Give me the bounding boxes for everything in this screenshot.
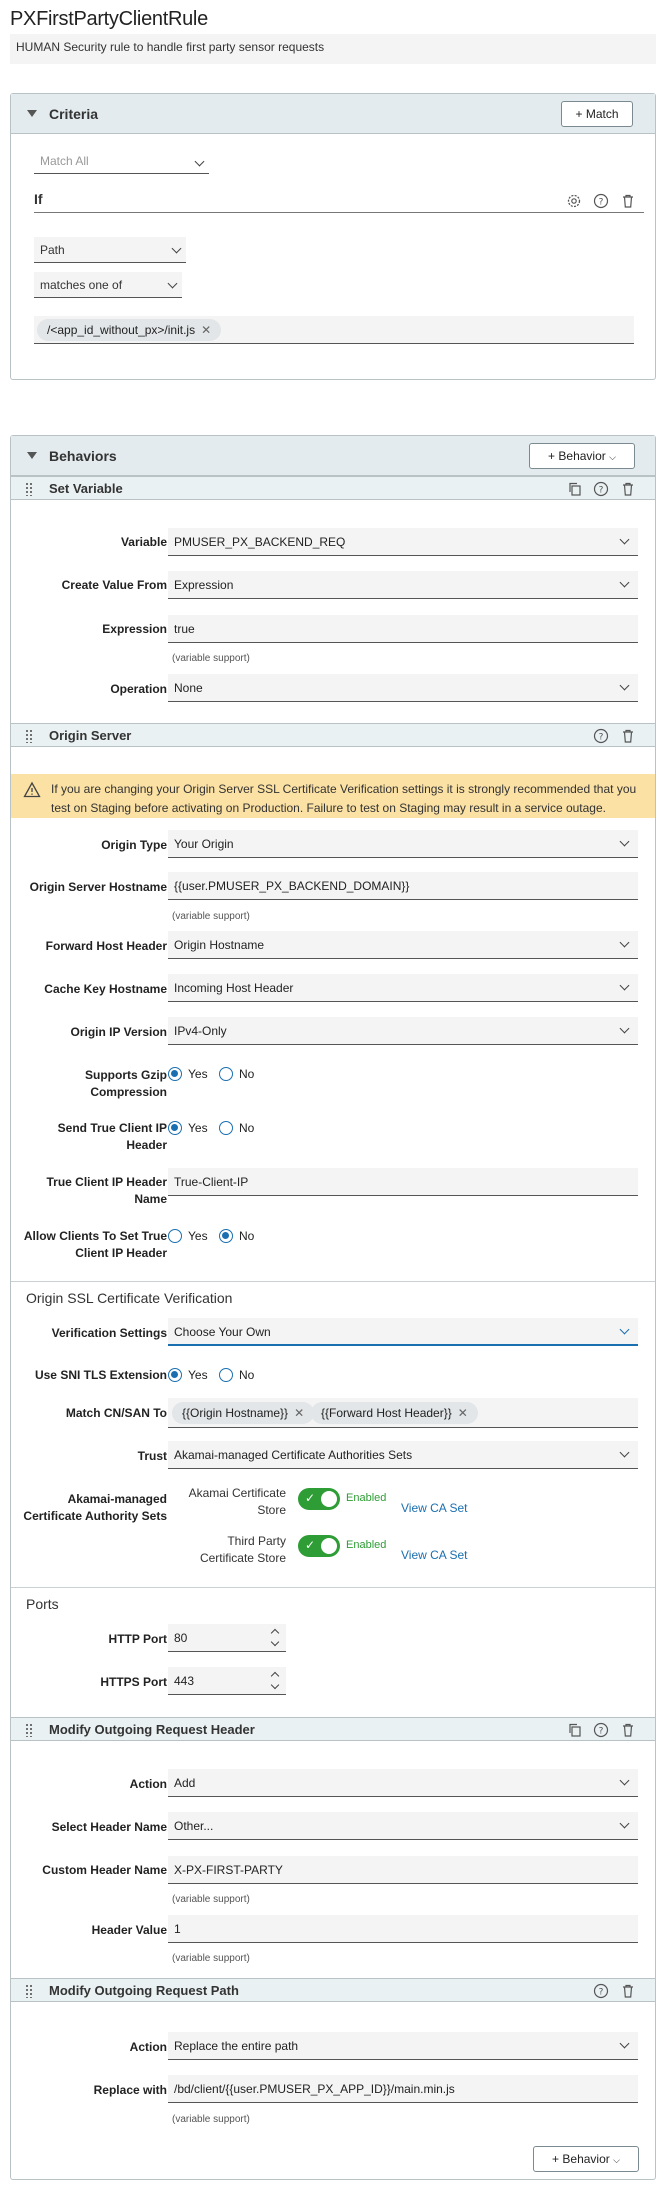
chevron-down-icon: ⌵	[613, 2155, 620, 2165]
true-client-ip-name-value: True-Client-IP	[174, 1175, 249, 1189]
chevron-down-icon	[620, 681, 630, 691]
variable-label: Variable	[120, 535, 167, 549]
criteria-title: Criteria	[49, 106, 99, 122]
header-action-value: Add	[174, 1776, 196, 1790]
condition-value-chip[interactable]	[37, 319, 221, 341]
match-cn-san-field[interactable]	[168, 1398, 638, 1428]
variable-support-hint: (variable support)	[172, 911, 250, 922]
sni-yes-label: Yes	[188, 1368, 208, 1382]
help-icon[interactable]	[593, 728, 609, 744]
criteria-card	[10, 93, 656, 380]
add-behavior-bottom-label: Behavior	[562, 2152, 610, 2166]
match-all-label: Match All	[40, 154, 89, 168]
variable-support-hint: (variable support)	[172, 653, 250, 664]
chevron-up-icon[interactable]	[271, 1629, 279, 1637]
add-match-label: Match	[585, 107, 619, 121]
match-cn-chip-text: {{Forward Host Header}}	[321, 1406, 452, 1420]
forward-host-header-label: Forward Host Header	[45, 939, 167, 953]
custom-header-name-value: X-PX-FIRST-PARTY	[174, 1863, 283, 1877]
origin-type-select[interactable]	[168, 830, 638, 858]
svg-text:?: ?	[598, 1987, 604, 1998]
rule-title: PXFirstPartyClientRule	[10, 8, 208, 30]
operation-select[interactable]	[168, 674, 638, 702]
allow-clients-label-line1: Allow Clients To Set True	[23, 1229, 167, 1243]
verification-settings-select[interactable]	[168, 1318, 638, 1346]
allow-clients-label	[24, 1228, 167, 1262]
gzip-no-label: No	[239, 1067, 255, 1081]
behaviors-title: Behaviors	[49, 448, 117, 464]
trust-value: Akamai-managed Certificate Authorities Sets	[174, 1448, 413, 1462]
cache-key-hostname-select[interactable]	[168, 974, 638, 1002]
divider	[11, 1281, 655, 1282]
header-value-input[interactable]	[168, 1915, 638, 1943]
supports-gzip-label-line2: Compression	[90, 1085, 167, 1099]
verification-settings-value: Choose Your Own	[174, 1325, 271, 1339]
verification-settings-label: Verification Settings	[51, 1326, 167, 1340]
forward-host-header-value: Origin Hostname	[174, 938, 265, 952]
chevron-down-icon	[172, 244, 182, 254]
gzip-yes-label: Yes	[188, 1067, 208, 1081]
create-value-from-label: Create Value From	[61, 578, 167, 592]
third-party-store-label-line1: Third Party	[227, 1534, 286, 1548]
chevron-down-icon	[620, 2039, 630, 2049]
allow-clients-label-line2: Client IP Header	[75, 1246, 167, 1260]
svg-text:?: ?	[598, 485, 604, 496]
chevron-down-icon[interactable]	[271, 1638, 279, 1646]
plus-icon: +	[548, 449, 559, 463]
chevron-down-icon[interactable]	[271, 1681, 279, 1689]
modify-path-title: Modify Outgoing Request Path	[49, 1983, 239, 1998]
ca-sets-label	[23, 1491, 167, 1525]
allow-clients-no-label: No	[239, 1229, 255, 1243]
set-variable-title: Set Variable	[49, 481, 123, 496]
header-action-label: Action	[129, 1777, 167, 1791]
collapse-triangle-icon[interactable]	[27, 110, 37, 117]
supports-gzip-label	[85, 1067, 167, 1101]
trash-icon[interactable]	[620, 481, 636, 497]
ca-sets-label-line2: Certificate Authority Sets	[23, 1509, 167, 1523]
close-icon[interactable]: ✕	[457, 1406, 468, 1420]
path-action-select[interactable]	[168, 2032, 638, 2060]
third-party-store-status: Enabled	[346, 1539, 387, 1551]
third-party-store-toggle[interactable]	[298, 1535, 340, 1557]
true-client-ip-name-input[interactable]	[168, 1168, 638, 1196]
operation-label: Operation	[110, 682, 167, 696]
send-true-ip-no-label: No	[239, 1121, 255, 1135]
modify-header-title: Modify Outgoing Request Header	[49, 1722, 255, 1737]
origin-hostname-label: Origin Server Hostname	[29, 880, 167, 894]
true-client-ip-name-label-line1: True Client IP Header	[46, 1175, 167, 1189]
origin-ip-version-label: Origin IP Version	[70, 1025, 167, 1039]
origin-server-title: Origin Server	[49, 728, 132, 743]
drag-handle-icon[interactable]	[25, 482, 33, 496]
add-behavior-label: Behavior	[558, 449, 606, 463]
allow-clients-yes-radio[interactable]	[168, 1229, 182, 1243]
header-action-select[interactable]	[168, 1769, 638, 1797]
expression-input[interactable]	[168, 615, 638, 643]
origin-type-label: Origin Type	[101, 838, 167, 852]
sni-no-radio[interactable]	[219, 1368, 233, 1382]
set-variable-header[interactable]	[11, 476, 655, 500]
svg-text:?: ?	[598, 197, 604, 208]
close-icon[interactable]: ✕	[294, 1406, 305, 1420]
http-port-value: 80	[174, 1631, 188, 1645]
chevron-down-icon	[620, 938, 630, 948]
chevron-down-icon	[620, 578, 630, 588]
help-icon[interactable]	[593, 193, 609, 209]
https-port-stepper[interactable]	[168, 1667, 286, 1695]
condition-values-field[interactable]	[34, 316, 634, 344]
variable-value: PMUSER_PX_BACKEND_REQ	[174, 535, 346, 549]
if-condition-row	[34, 191, 644, 213]
cache-key-hostname-label: Cache Key Hostname	[44, 982, 167, 996]
chevron-up-icon[interactable]	[271, 1672, 279, 1680]
send-true-ip-yes-label: Yes	[188, 1121, 208, 1135]
condition-operator-select[interactable]	[34, 272, 182, 298]
add-behavior-button[interactable]	[529, 443, 635, 469]
ca-sets-label-line1: Akamai-managed	[67, 1492, 167, 1506]
true-client-ip-name-label	[47, 1174, 168, 1208]
match-cn-chip[interactable]	[172, 1402, 314, 1424]
header-value-label: Header Value	[91, 1923, 167, 1937]
chevron-down-icon	[620, 1819, 630, 1829]
variable-support-hint: (variable support)	[172, 1894, 250, 1905]
http-port-label: HTTP Port	[108, 1632, 167, 1646]
svg-text:?: ?	[598, 732, 604, 743]
origin-hostname-input[interactable]	[168, 872, 638, 900]
chevron-down-icon	[620, 1776, 630, 1786]
match-all-select[interactable]	[34, 154, 209, 174]
allow-clients-yes-label: Yes	[188, 1229, 208, 1243]
add-behavior-bottom-button[interactable]	[533, 2146, 639, 2172]
criteria-header[interactable]	[11, 94, 655, 134]
add-match-button[interactable]	[561, 101, 633, 127]
match-cn-chip-text: {{Origin Hostname}}	[182, 1406, 289, 1420]
custom-header-name-label: Custom Header Name	[42, 1863, 167, 1877]
trust-label: Trust	[137, 1449, 167, 1463]
sni-no-label: No	[239, 1368, 255, 1382]
svg-text:?: ?	[598, 1726, 604, 1737]
ssl-warning-text: If you are changing your Origin Server SSL Certificate Verification settings it is strongly recommended that you test on Staging before activating on Production. Failure to test on Staging may result in a service outage.	[51, 782, 637, 815]
condition-field-select[interactable]	[34, 237, 186, 263]
akamai-store-label-line2: Store	[257, 1503, 286, 1517]
condition-operator-value: matches one of	[40, 278, 123, 292]
trash-icon[interactable]	[620, 193, 636, 209]
operation-value: None	[174, 681, 203, 695]
origin-ip-version-select[interactable]	[168, 1017, 638, 1045]
https-port-label: HTTPS Port	[100, 1675, 167, 1689]
warning-icon	[23, 781, 41, 799]
plus-icon: +	[575, 107, 586, 121]
chevron-down-icon	[620, 1325, 630, 1335]
divider	[11, 1587, 655, 1588]
plus-icon: +	[552, 2152, 563, 2166]
help-icon[interactable]	[593, 481, 609, 497]
send-true-client-ip-label-line2: Header	[126, 1138, 167, 1152]
akamai-store-status: Enabled	[346, 1492, 387, 1504]
chevron-down-icon	[195, 157, 205, 167]
help-icon[interactable]	[593, 1722, 609, 1738]
header-value-value: 1	[174, 1922, 181, 1936]
akamai-store-toggle[interactable]	[298, 1488, 340, 1510]
trash-icon[interactable]	[620, 1983, 636, 1999]
send-true-client-ip-label-line1: Send True Client IP	[57, 1121, 167, 1135]
chevron-down-icon	[168, 279, 178, 289]
modify-path-header[interactable]	[11, 1978, 655, 2002]
forward-host-header-select[interactable]	[168, 931, 638, 959]
if-label: If	[34, 191, 43, 207]
gear-icon[interactable]	[566, 193, 582, 209]
variable-support-hint: (variable support)	[172, 1953, 250, 1964]
allow-clients-no-radio[interactable]	[219, 1229, 233, 1243]
trust-select[interactable]	[168, 1441, 638, 1469]
http-port-stepper[interactable]	[168, 1624, 286, 1652]
rule-description[interactable]: HUMAN Security rule to handle first party sensor requests	[10, 34, 656, 64]
chevron-down-icon	[620, 535, 630, 545]
select-header-name-select[interactable]	[168, 1812, 638, 1840]
create-value-from-value: Expression	[174, 578, 234, 592]
true-client-ip-name-label-line2: Name	[134, 1192, 167, 1206]
akamai-store-label-line1: Akamai Certificate	[188, 1486, 286, 1500]
sni-label: Use SNI TLS Extension	[34, 1368, 167, 1382]
akamai-view-ca-set-link[interactable]: View CA Set	[401, 1501, 468, 1515]
chevron-down-icon: ⌵	[609, 452, 616, 462]
copy-icon[interactable]	[567, 481, 583, 497]
chevron-down-icon	[620, 1448, 630, 1458]
help-icon[interactable]	[593, 1983, 609, 1999]
ports-section-title: Ports	[26, 1596, 59, 1612]
replace-with-label: Replace with	[93, 2083, 167, 2097]
sni-yes-radio[interactable]	[168, 1368, 182, 1382]
send-true-client-ip-label	[58, 1120, 167, 1154]
path-action-label: Action	[129, 2040, 167, 2054]
trash-icon[interactable]	[620, 728, 636, 744]
ssl-section-title: Origin SSL Certificate Verification	[26, 1290, 233, 1306]
collapse-triangle-icon[interactable]	[27, 452, 37, 459]
chevron-down-icon	[620, 1024, 630, 1034]
replace-with-input[interactable]	[168, 2075, 638, 2103]
origin-server-header[interactable]	[11, 723, 655, 747]
condition-value-text: /<app_id_without_px>/init.js	[47, 323, 196, 337]
variable-support-hint: (variable support)	[172, 2114, 250, 2125]
drag-handle-icon[interactable]	[25, 1723, 33, 1737]
drag-handle-icon[interactable]	[25, 729, 33, 743]
third-party-store-label-line2: Certificate Store	[199, 1551, 286, 1565]
third-party-view-ca-set-link[interactable]: View CA Set	[401, 1548, 468, 1562]
gzip-yes-radio[interactable]	[168, 1067, 182, 1081]
condition-field-value: Path	[40, 243, 65, 257]
cache-key-hostname-value: Incoming Host Header	[174, 981, 294, 995]
send-true-ip-yes-radio[interactable]	[168, 1121, 182, 1135]
create-value-from-select[interactable]	[168, 571, 638, 599]
match-cn-san-label: Match CN/SAN To	[65, 1406, 167, 1420]
copy-icon[interactable]	[567, 1722, 583, 1738]
send-true-ip-no-radio[interactable]	[219, 1121, 233, 1135]
origin-hostname-value: {{user.PMUSER_PX_BACKEND_DOMAIN}}	[174, 879, 410, 893]
select-header-name-label: Select Header Name	[51, 1820, 167, 1834]
expression-label: Expression	[102, 622, 167, 636]
replace-with-value: /bd/client/{{user.PMUSER_PX_APP_ID}}/main.min.js	[174, 2082, 455, 2096]
expression-value: true	[174, 622, 195, 636]
custom-header-name-input[interactable]	[168, 1856, 638, 1884]
origin-type-value: Your Origin	[174, 837, 234, 851]
ssl-warning-banner	[11, 774, 655, 818]
third-party-store-label	[168, 1533, 286, 1567]
behaviors-header[interactable]	[11, 436, 655, 476]
close-icon[interactable]: ✕	[201, 323, 212, 337]
supports-gzip-label-line1: Supports Gzip	[85, 1068, 167, 1082]
gzip-no-radio[interactable]	[219, 1067, 233, 1081]
modify-header-header[interactable]	[11, 1717, 655, 1741]
select-header-name-value: Other...	[174, 1819, 214, 1833]
match-cn-chip[interactable]	[311, 1402, 478, 1424]
trash-icon[interactable]	[620, 1722, 636, 1738]
drag-handle-icon[interactable]	[25, 1984, 33, 1998]
variable-select[interactable]	[168, 528, 638, 556]
origin-ip-version-value: IPv4-Only	[174, 1024, 227, 1038]
https-port-value: 443	[174, 1674, 195, 1688]
chevron-down-icon	[620, 981, 630, 991]
akamai-store-label	[168, 1485, 286, 1519]
chevron-down-icon	[620, 837, 630, 847]
path-action-value: Replace the entire path	[174, 2039, 299, 2053]
